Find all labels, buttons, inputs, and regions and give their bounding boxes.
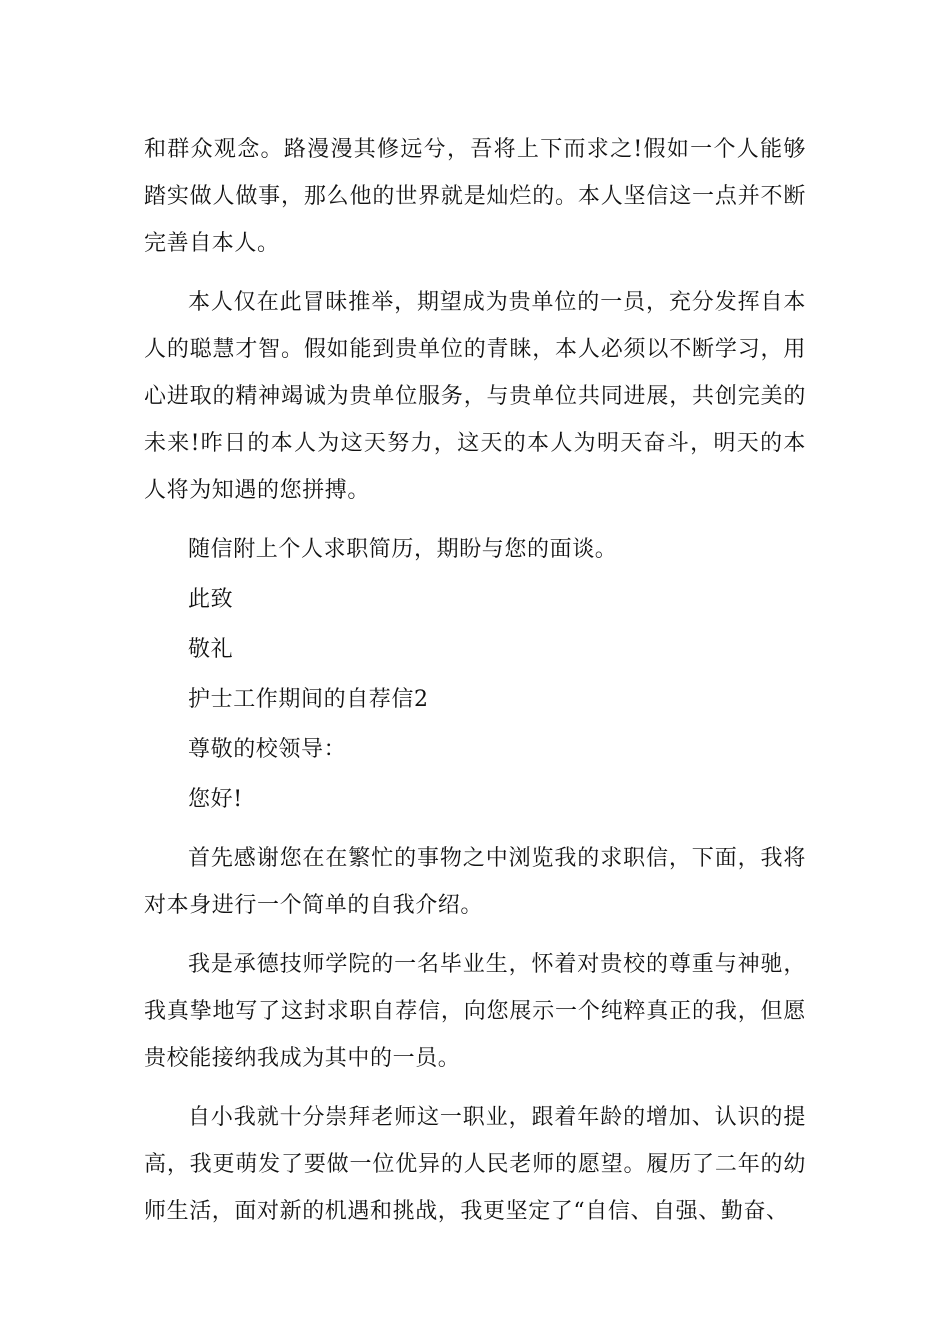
letter-hello: 您好! bbox=[188, 787, 243, 812]
letter-greeting: 尊敬的校领导： bbox=[188, 737, 347, 762]
paragraph-recommendation: 本人仅在此冒昧推举，期望成为贵单位的一员，充分发挥自本人的聪慧才智。假如能到贵单位的青睐，本人必须以不断学习，用心进取的精神竭诚为贵单位服务，与贵单位共同进展，共创完美的未来!昨日的本人为这天努力，这天的本人为明天奋斗，明天的本人将为知遇的您拼搏。 bbox=[144, 290, 806, 503]
letter-body bbox=[144, 126, 806, 1235]
paragraph-continuation: 和群众观念。路漫漫其修远兮，吾将上下而求之!假如一个人能够踏实做人做事，那么他的世界就是灿烂的。本人坚信这一点并不断完善自本人。 bbox=[144, 137, 806, 256]
closing-salutation: 此致 bbox=[188, 587, 234, 612]
closing-respect: 敬礼 bbox=[188, 637, 234, 662]
paragraph-attachment: 随信附上个人求职简历，期盼与您的面谈。 bbox=[188, 537, 618, 562]
paragraph-introduction: 首先感谢您在在繁忙的事物之中浏览我的求职信，下面，我将对本身进行一个简单的自我介绍。 bbox=[144, 846, 806, 918]
paragraph-aspiration: 自小我就十分崇拜老师这一职业，跟着年龄的增加、认识的提高，我更萌发了要做一位优异的人民老师的愿望。履历了二年的幼师生活，面对新的机遇和挑战，我更坚定了“自信、自强、勤奋、 bbox=[144, 1105, 806, 1224]
paragraph-graduate: 我是承德技师学院的一名毕业生，怀着对贵校的尊重与神驰，我真挚地写了这封求职自荐信，向您展示一个纯粹真正的我，但愿贵校能接纳我成为其中的一员。 bbox=[144, 952, 806, 1071]
letter-title: 护士工作期间的自荐信2 bbox=[188, 687, 429, 712]
